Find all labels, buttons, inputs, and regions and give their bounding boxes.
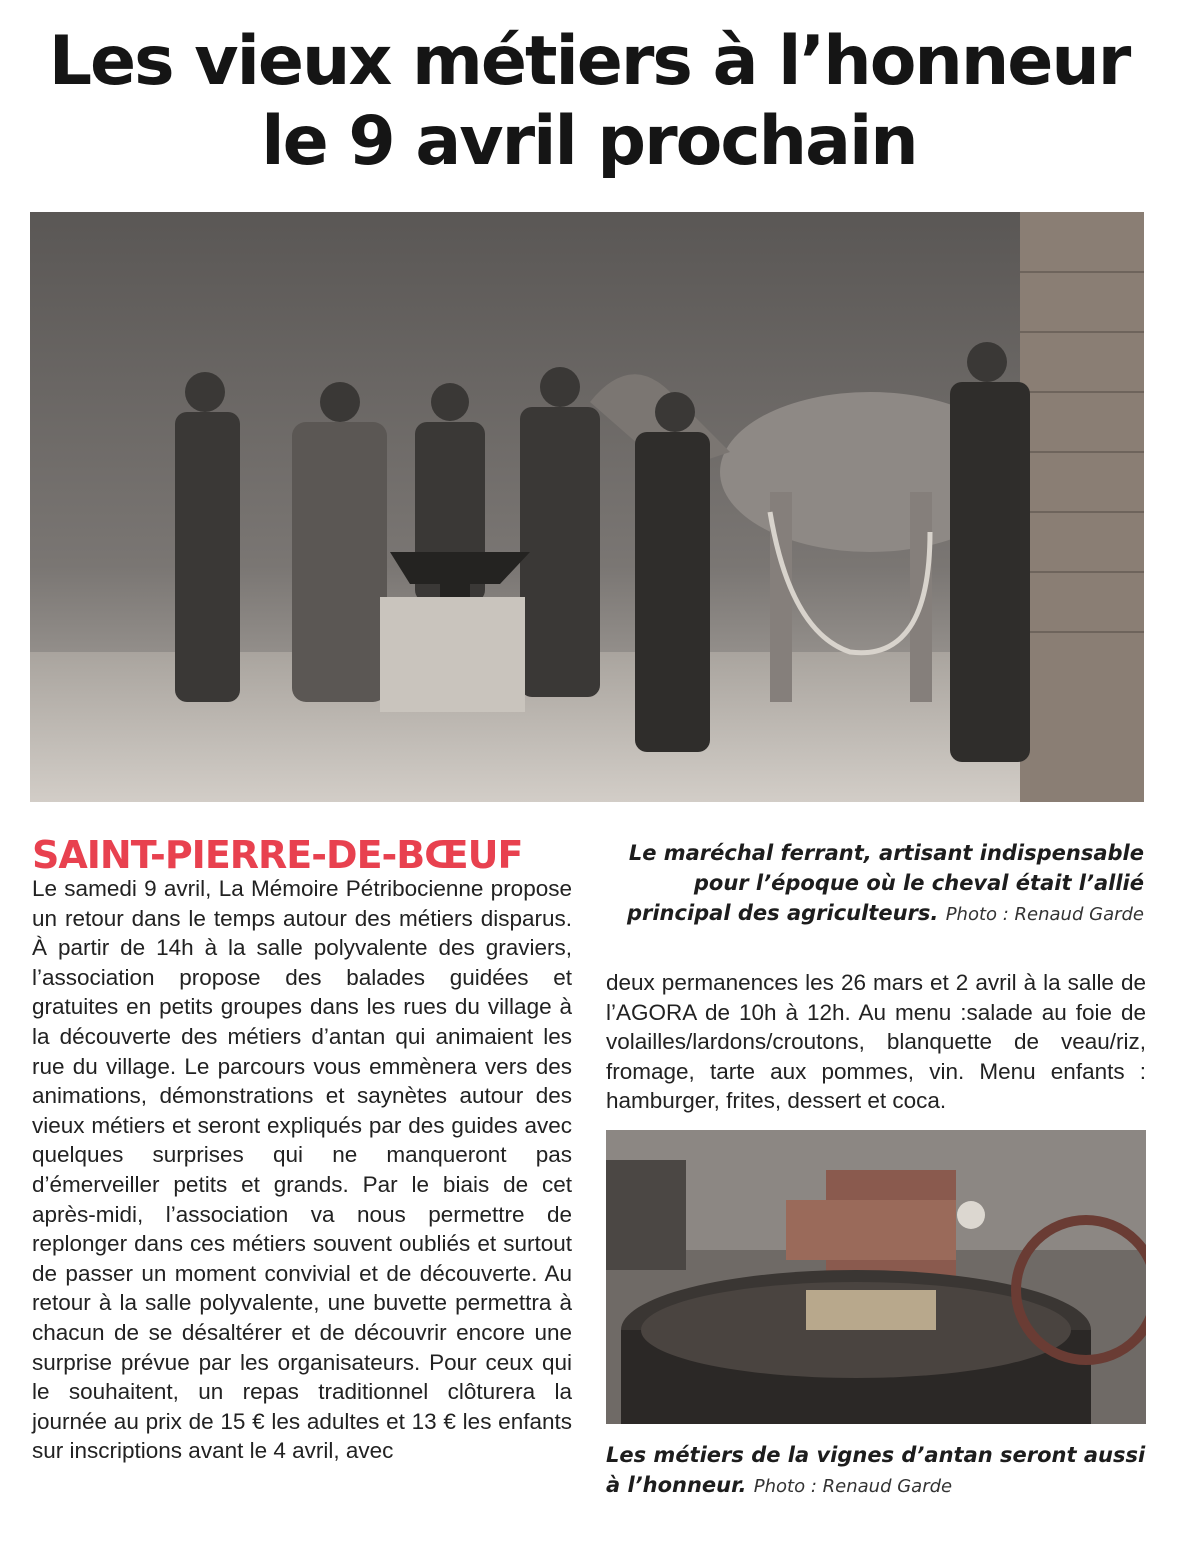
photo-credit: Photo : Renaud Garde bbox=[945, 904, 1144, 925]
article-column-right: deux permanences les 26 mars et 2 avril à la salle de l’AGORA de 10h à 12h. Au menu :salade au foie de volailles/lardons/croutons, blanquette de veau/riz, fromage, tarte aux pommes, vin. Menu enfants : hamburger, frites, dessert et coca. bbox=[606, 970, 1146, 1114]
headline-line-2: le 9 avril prochain bbox=[261, 102, 917, 181]
blacksmith-photo-caption bbox=[600, 838, 1144, 930]
location-heading: SAINT-PIERRE-DE-BŒUF bbox=[32, 833, 523, 877]
wine-press-photo bbox=[606, 1130, 1146, 1424]
headline bbox=[20, 22, 1158, 182]
caption-text: Le maréchal ferrant, artisant indispensable pour l’époque où le cheval était l’allié principal des agriculteurs. bbox=[626, 841, 1144, 925]
photo-credit: Photo : Renaud Garde bbox=[753, 1476, 953, 1497]
headline-line-1: Les vieux métiers à l’honneur bbox=[48, 22, 1130, 101]
caption-text: Les métiers de la vignes d’antan seront aussi à l’honneur. bbox=[606, 1443, 1146, 1497]
article-column-left: Le samedi 9 avril, La Mémoire Pétribocienne propose un retour dans le temps autour des métiers disparus. À partir de 14h à la salle polyvalente des graviers, l’association propose des balades guidées et gratuites en petits groupes dans les rues du village à la découverte des métiers d’antan qui animaient les rue du village. Le parcours vous emmènera vers des animations, démonstrations et saynètes autour des vieux métiers et seront expliqués par des guides avec quelques surprises qui ne manqueront pas d’émerveiller petits et grands. Par le biais de cet après-midi, l’association va nous permettre de replonger dans ces métiers souvent oubliés et surtout de passer un moment convivial et de découverte. Au retour à la salle polyvalente, une buvette permettra à chacun de se désaltérer et de découvrir encore une surprise prévue par les organisateurs. Pour ceux qui le souhaitent, un repas traditionnel clôturera la journée au prix de 15 € les adultes et 13 € les enfants sur inscriptions avant le 4 avril, avec bbox=[32, 876, 572, 1464]
wine-press-photo-caption bbox=[606, 1440, 1146, 1502]
blacksmith-photo bbox=[30, 212, 1144, 802]
